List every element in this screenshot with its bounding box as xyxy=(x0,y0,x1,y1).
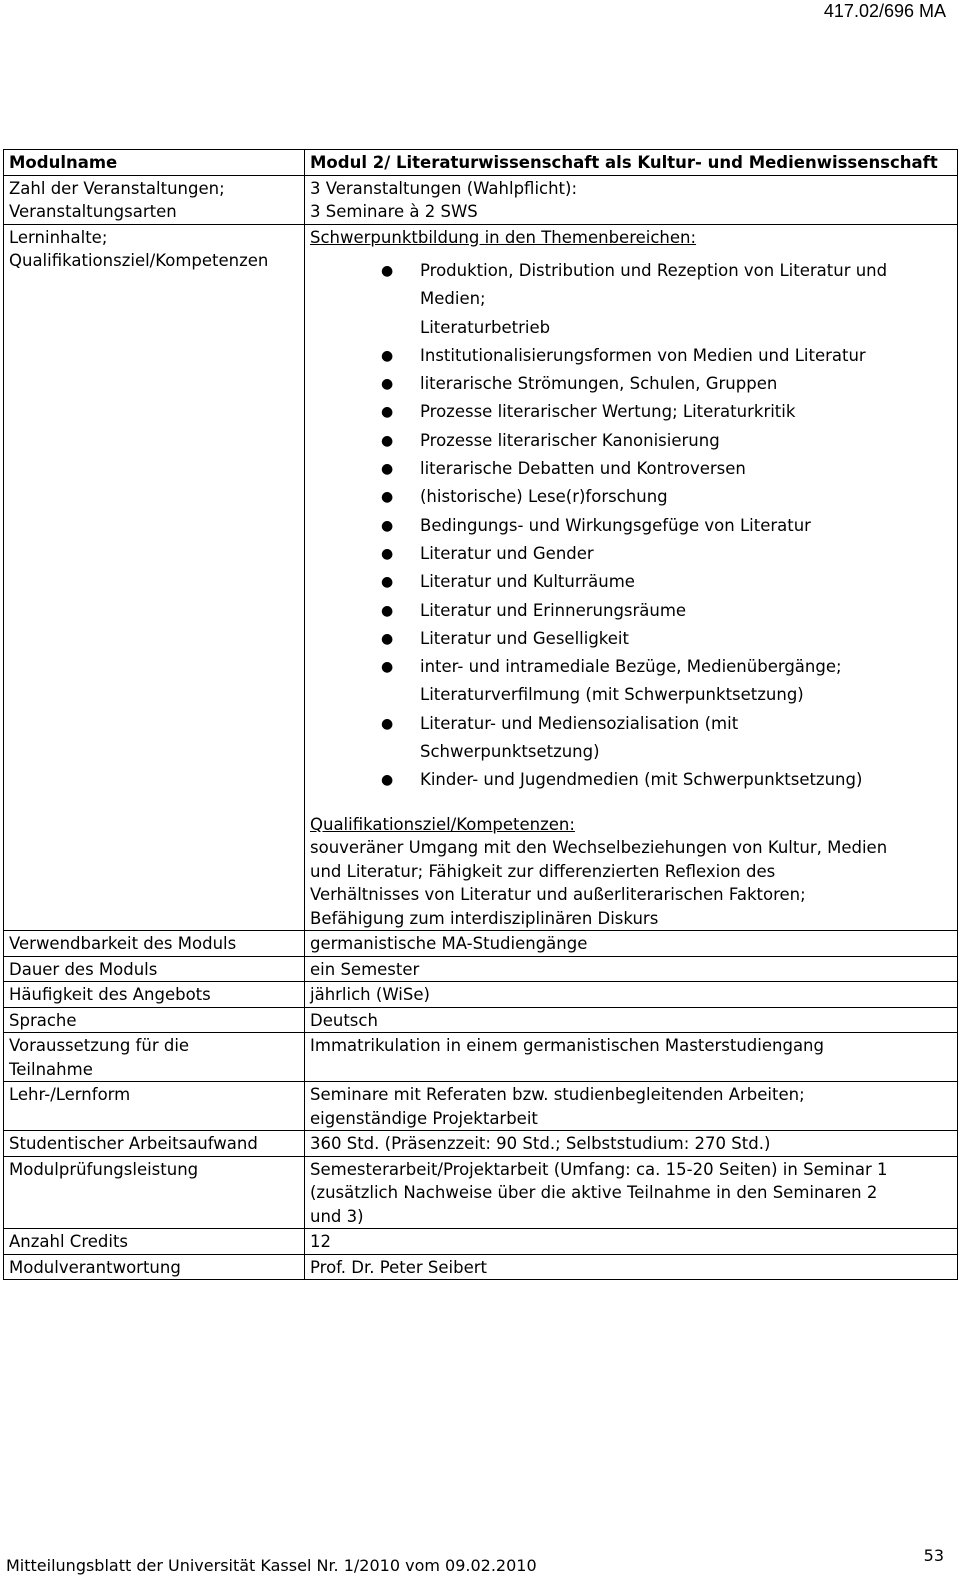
topic-text: Literaturverfilmung (mit Schwerpunktsetzung) xyxy=(420,685,804,705)
topic-text: inter- und intramediale Bezüge, Medienübergänge; xyxy=(420,657,842,677)
table-row xyxy=(4,1082,958,1131)
topic-text: Literatur- und Mediensozialisation (mit xyxy=(420,713,739,733)
bullet-icon: ● xyxy=(381,574,394,591)
bullet-icon: ● xyxy=(381,347,394,364)
bullet-icon: ● xyxy=(381,659,394,676)
topic-list xyxy=(310,257,952,795)
label-line: Sprache xyxy=(9,1010,77,1030)
document-id: 417.02/696 MA xyxy=(823,1,946,21)
topic-item xyxy=(310,257,952,285)
value-lerninhalte xyxy=(305,224,958,931)
topic-item xyxy=(310,342,952,370)
value-line: jährlich (WiSe) xyxy=(310,985,430,1005)
row-value xyxy=(305,1254,958,1280)
row-value xyxy=(305,1007,958,1033)
table-row xyxy=(4,956,958,982)
topic-item xyxy=(310,597,952,625)
topic-text: Prozesse literarischer Kanonisierung xyxy=(420,430,720,450)
label-veranstaltungen xyxy=(4,175,305,224)
label-line: Modulprüfungsleistung xyxy=(9,1159,199,1179)
value-line: 3 Veranstaltungen (Wahlpflicht): xyxy=(310,178,578,198)
row-value xyxy=(305,931,958,957)
topic-item xyxy=(310,653,952,681)
bullet-icon: ● xyxy=(381,432,394,449)
qualification-heading: Qualifikationsziel/Kompetenzen: xyxy=(310,814,575,834)
row-value xyxy=(305,956,958,982)
table-row xyxy=(4,982,958,1008)
value-line: Seminare mit Referaten bzw. studienbegleitenden Arbeiten; xyxy=(310,1085,805,1105)
qualification-line: Verhältnisses von Literatur und außerliterarischen Faktoren; xyxy=(310,885,806,905)
label-line: Lehr-/Lernform xyxy=(9,1085,131,1105)
topic-item xyxy=(310,766,952,794)
topic-text: Literatur und Geselligkeit xyxy=(420,628,629,648)
row-value xyxy=(305,1033,958,1082)
row-label xyxy=(4,1082,305,1131)
label-line: Studentischer Arbeitsaufwand xyxy=(9,1134,258,1154)
row-label xyxy=(4,1131,305,1157)
label-line: Zahl der Veranstaltungen; xyxy=(9,178,225,198)
value-line: Semesterarbeit/Projektarbeit (Umfang: ca. 15-20 Seiten) in Seminar 1 xyxy=(310,1159,888,1179)
qualification-text xyxy=(310,836,952,930)
label-line: Dauer des Moduls xyxy=(9,959,158,979)
topic-item xyxy=(310,455,952,483)
label-line: Voraussetzung für die xyxy=(9,1036,190,1056)
topic-item xyxy=(310,710,952,738)
topic-text: Prozesse literarischer Wertung; Literaturkritik xyxy=(420,402,796,422)
qualification-line: und Literatur; Fähigkeit zur differenzierten Reflexion des xyxy=(310,861,776,881)
bullet-icon: ● xyxy=(381,461,394,478)
label-modulname: Modulname xyxy=(4,150,305,176)
label-line: Anzahl Credits xyxy=(9,1232,129,1252)
topic-item xyxy=(310,370,952,398)
topic-text: Produktion, Distribution und Rezeption von Literatur und xyxy=(420,261,888,280)
topic-item xyxy=(310,314,952,342)
row-veranstaltungen xyxy=(4,175,958,224)
value-veranstaltungen xyxy=(305,175,958,224)
value-line: eigenständige Projektarbeit xyxy=(310,1108,538,1128)
topic-text: Literatur und Kulturräume xyxy=(420,572,635,592)
row-label xyxy=(4,1254,305,1280)
row-label xyxy=(4,982,305,1008)
topic-item xyxy=(310,738,952,766)
label-line: Lerninhalte; xyxy=(9,227,108,247)
bullet-icon: ● xyxy=(381,376,394,393)
table-row xyxy=(4,1131,958,1157)
table-row xyxy=(4,1033,958,1082)
label-line: Verwendbarkeit des Moduls xyxy=(9,934,237,954)
value-line: germanistische MA-Studiengänge xyxy=(310,934,588,954)
topic-text: literarische Strömungen, Schulen, Gruppen xyxy=(420,374,778,394)
topic-item xyxy=(310,681,952,709)
bullet-icon: ● xyxy=(381,404,394,421)
table-row xyxy=(4,1254,958,1280)
topic-item xyxy=(310,427,952,455)
row-value xyxy=(305,982,958,1008)
topic-item xyxy=(310,285,952,313)
value-modulname: Modul 2/ Literaturwissenschaft als Kultur- und Medienwissenschaft xyxy=(305,150,958,176)
page-number: 53 xyxy=(923,1546,944,1565)
bullet-icon: ● xyxy=(381,545,394,562)
row-label xyxy=(4,1007,305,1033)
row-label xyxy=(4,956,305,982)
label-line: Veranstaltungsarten xyxy=(9,202,177,221)
bullet-icon: ● xyxy=(381,263,394,279)
row-lerninhalte xyxy=(4,224,958,931)
topic-item xyxy=(310,568,952,596)
topic-text: Literaturbetrieb xyxy=(420,317,551,337)
topic-text: Kinder- und Jugendmedien (mit Schwerpunktsetzung) xyxy=(420,770,863,790)
value-line: ein Semester xyxy=(310,959,420,979)
bullet-icon: ● xyxy=(381,489,394,506)
row-label xyxy=(4,931,305,957)
label-line: Häufigkeit des Angebots xyxy=(9,985,211,1005)
focus-heading: Schwerpunktbildung in den Themenbereichen: xyxy=(310,227,697,247)
topic-text: Bedingungs- und Wirkungsgefüge von Literatur xyxy=(420,515,811,535)
footer-publication: Mitteilungsblatt der Universität Kassel Nr. 1/2010 vom 09.02.2010 xyxy=(6,1556,537,1575)
bullet-icon: ● xyxy=(381,772,394,789)
topic-text: Literatur und Erinnerungsräume xyxy=(420,600,687,620)
label-line: Qualifikationsziel/Kompetenzen xyxy=(9,251,269,270)
topic-text: Institutionalisierungsformen von Medien und Literatur xyxy=(420,345,866,365)
topic-text: (historische) Lese(r)forschung xyxy=(420,487,668,507)
topic-text: Literatur und Gender xyxy=(420,543,594,563)
topic-item xyxy=(310,625,952,653)
topic-item xyxy=(310,483,952,511)
qualification-line: souveräner Umgang mit den Wechselbeziehungen von Kultur, Medien xyxy=(310,838,888,858)
topic-text: literarische Debatten und Kontroversen xyxy=(420,459,746,479)
row-label xyxy=(4,1156,305,1229)
topic-item xyxy=(310,398,952,426)
row-value xyxy=(305,1156,958,1229)
value-line: 12 xyxy=(310,1232,331,1252)
bullet-icon: ● xyxy=(381,602,394,619)
topic-item xyxy=(310,512,952,540)
row-label xyxy=(4,1033,305,1082)
row-value xyxy=(305,1082,958,1131)
table-row xyxy=(4,1007,958,1033)
label-lerninhalte xyxy=(4,224,305,931)
module-table xyxy=(3,149,958,1280)
table-row xyxy=(4,1156,958,1229)
label-line: Teilnahme xyxy=(9,1059,93,1079)
value-line: 360 Std. (Präsenzzeit: 90 Std.; Selbststudium: 270 Std.) xyxy=(310,1134,771,1154)
bullet-icon: ● xyxy=(381,630,394,647)
row-value xyxy=(305,1131,958,1157)
value-line: Immatrikulation in einem germanistischen Masterstudiengang xyxy=(310,1036,824,1056)
table-row xyxy=(4,931,958,957)
row-modulname xyxy=(4,150,958,176)
topic-item xyxy=(310,540,952,568)
bullet-icon: ● xyxy=(381,517,394,534)
value-line: Prof. Dr. Peter Seibert xyxy=(310,1257,487,1277)
value-line: (zusätzlich Nachweise über die aktive Teilnahme in den Seminaren 2 xyxy=(310,1183,878,1203)
row-value xyxy=(305,1229,958,1255)
bullet-icon: ● xyxy=(381,715,394,732)
value-line: Deutsch xyxy=(310,1010,378,1030)
topic-text: Medien; xyxy=(420,289,486,309)
topic-text: Schwerpunktsetzung) xyxy=(420,742,600,762)
value-line: 3 Seminare à 2 SWS xyxy=(310,202,478,221)
table-row xyxy=(4,1229,958,1255)
label-line: Modulverantwortung xyxy=(9,1257,181,1277)
row-label xyxy=(4,1229,305,1255)
qualification-line: Befähigung zum interdisziplinären Diskurs xyxy=(310,908,659,928)
value-line: und 3) xyxy=(310,1206,364,1226)
